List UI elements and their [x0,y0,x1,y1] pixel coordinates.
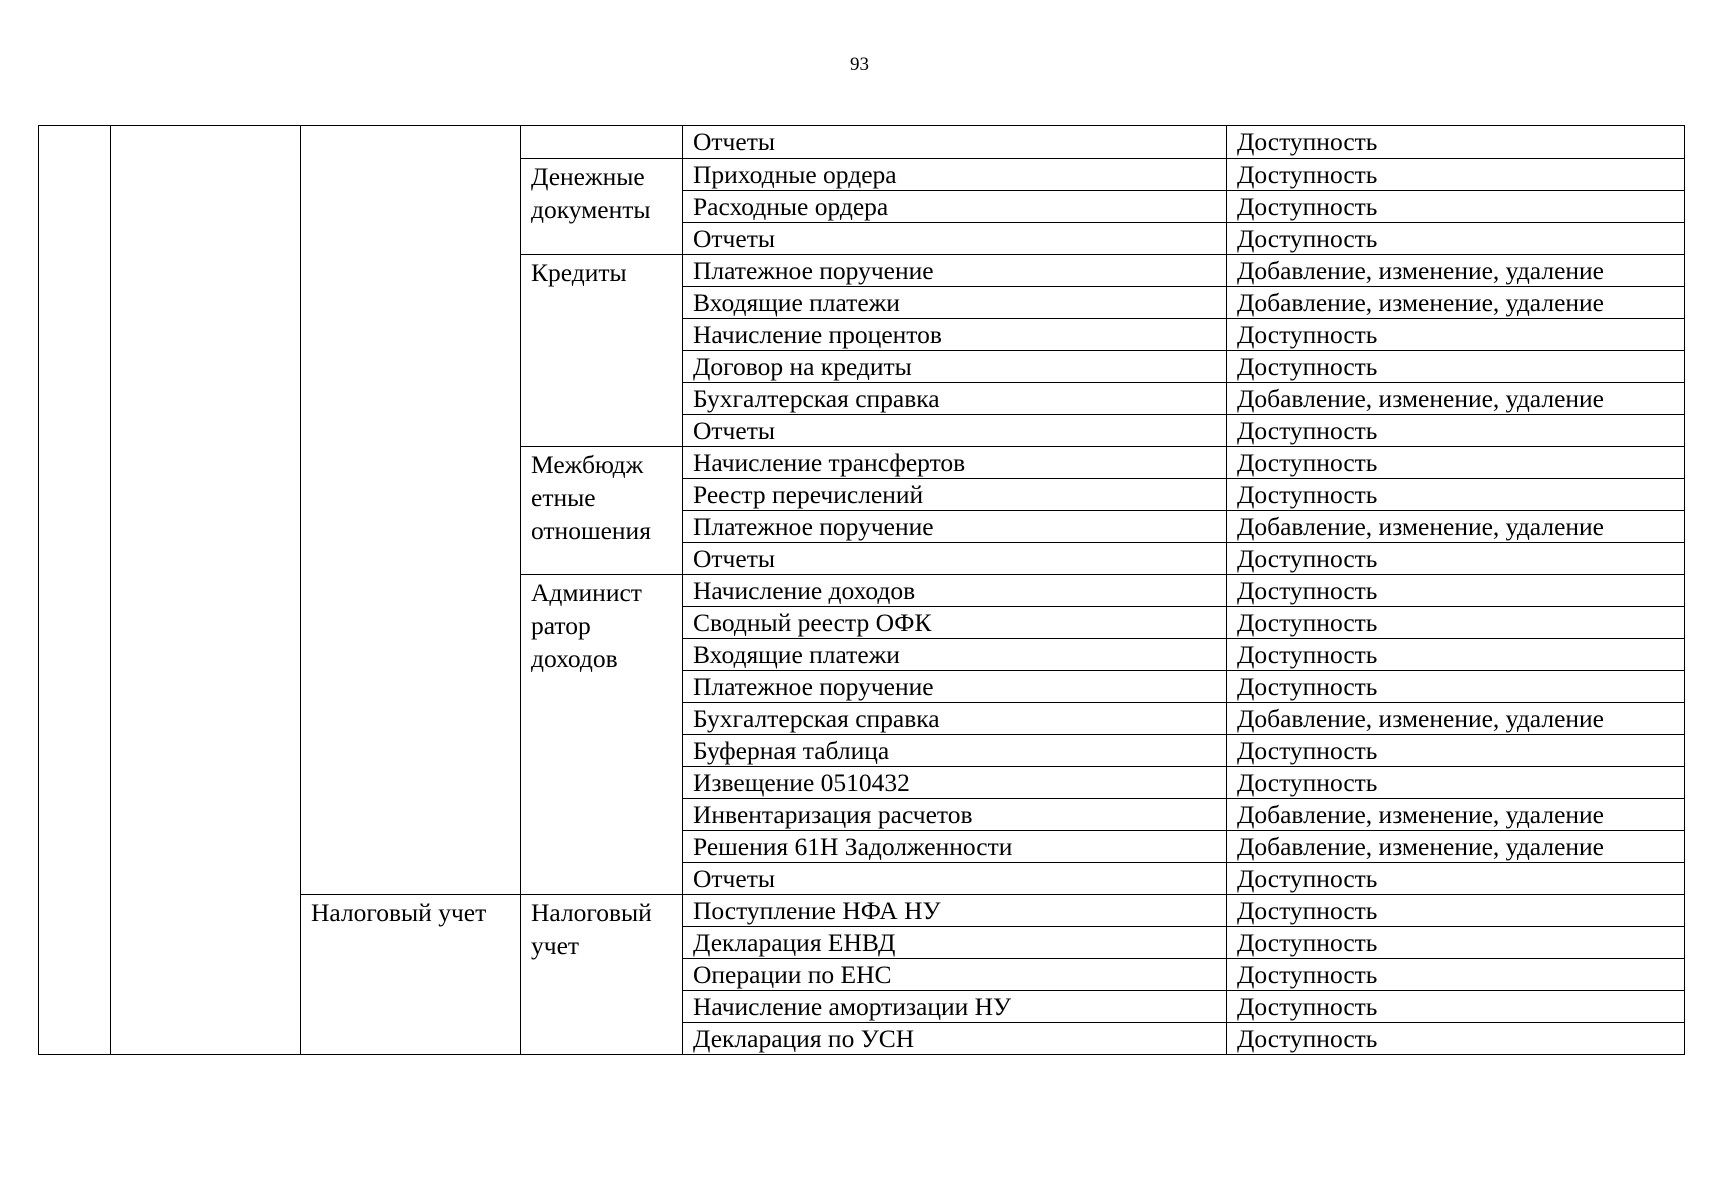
document-name: Решения 61Н Задолженности [683,831,1227,863]
document-name: Платежное поручение [683,511,1227,543]
document-name: Отчеты [683,543,1227,575]
document-name: Договор на кредиты [683,351,1227,383]
access-level: Доступность [1227,415,1685,447]
access-level: Доступность [1227,735,1685,767]
access-level: Доступность [1227,223,1685,255]
document-name: Платежное поручение [683,255,1227,287]
access-level: Доступность [1227,607,1685,639]
access-level: Доступность [1227,671,1685,703]
group-label: Межбюдж етные отношения [521,447,683,575]
access-level: Доступность [1227,991,1685,1023]
access-level: Доступность [1227,126,1685,159]
document-name: Бухгалтерская справка [683,703,1227,735]
group-label: Денежные документы [521,159,683,255]
document-name: Декларация ЕНВД [683,927,1227,959]
document-name: Инвентаризация расчетов [683,799,1227,831]
document-name: Начисление доходов [683,575,1227,607]
access-level: Добавление, изменение, удаление [1227,255,1685,287]
group-label [521,126,683,159]
group-label: Админист ратор доходов [521,575,683,895]
document-name: Начисление трансфертов [683,447,1227,479]
document-name: Входящие платежи [683,287,1227,319]
access-level: Добавление, изменение, удаление [1227,831,1685,863]
access-level: Доступность [1227,863,1685,895]
document-name: Начисление амортизации НУ [683,991,1227,1023]
access-level: Добавление, изменение, удаление [1227,287,1685,319]
access-level: Доступность [1227,159,1685,191]
document-name: Реестр перечислений [683,479,1227,511]
document-name: Сводный реестр ОФК [683,607,1227,639]
document-name: Отчеты [683,415,1227,447]
access-level: Доступность [1227,767,1685,799]
access-level: Доступность [1227,351,1685,383]
access-level: Доступность [1227,639,1685,671]
access-level: Доступность [1227,191,1685,223]
document-name: Декларация по УСН [683,1023,1227,1055]
document-name: Бухгалтерская справка [683,383,1227,415]
access-level: Доступность [1227,895,1685,927]
group-label: Налоговый учет [521,895,683,1055]
page-number: 93 [850,54,869,75]
document-name: Буферная таблица [683,735,1227,767]
access-level: Доступность [1227,575,1685,607]
document-name: Платежное поручение [683,671,1227,703]
group-label: Кредиты [521,255,683,447]
document-name: Отчеты [683,863,1227,895]
access-level: Добавление, изменение, удаление [1227,511,1685,543]
document-name: Отчеты [683,126,1227,159]
table-row [39,126,1685,159]
document-name: Расходные ордера [683,191,1227,223]
document-name: Операции по ЕНС [683,959,1227,991]
document-name: Начисление процентов [683,319,1227,351]
access-rights-table [38,125,1685,1055]
access-level: Доступность [1227,479,1685,511]
document-name: Входящие платежи [683,639,1227,671]
document-name: Поступление НФА НУ [683,895,1227,927]
document-name: Извещение 0510432 [683,767,1227,799]
document-name: Приходные ордера [683,159,1227,191]
blank-column-1 [39,126,111,1055]
access-level: Доступность [1227,447,1685,479]
access-level: Доступность [1227,1023,1685,1055]
section-cell: Налоговый учет [301,895,521,1055]
access-level: Добавление, изменение, удаление [1227,383,1685,415]
access-level: Доступность [1227,319,1685,351]
document-name: Отчеты [683,223,1227,255]
access-level: Доступность [1227,543,1685,575]
blank-column-2 [111,126,301,1055]
section-cell [301,126,521,895]
access-level: Доступность [1227,959,1685,991]
access-level: Доступность [1227,927,1685,959]
access-level: Добавление, изменение, удаление [1227,799,1685,831]
access-level: Добавление, изменение, удаление [1227,703,1685,735]
